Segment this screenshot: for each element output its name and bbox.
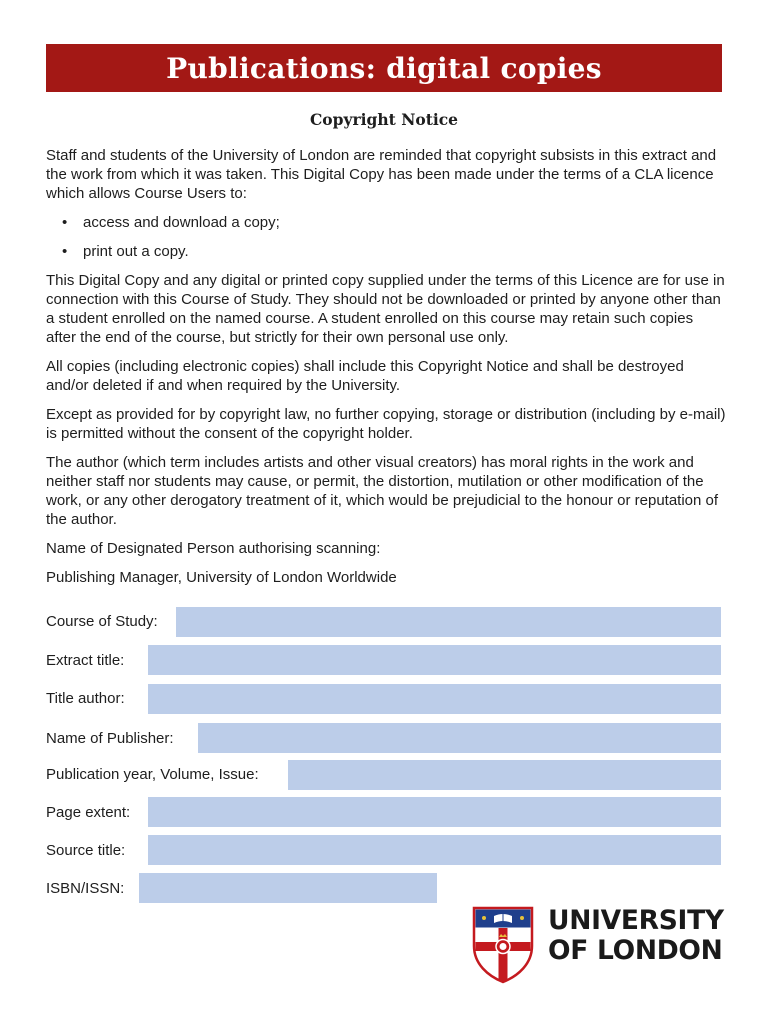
source-title-label: Source title: [46, 842, 126, 859]
isbn-field[interactable] [139, 873, 437, 903]
designated-person-label: Name of Designated Person authorising scanning: [46, 540, 381, 557]
title-author-field[interactable] [148, 684, 721, 714]
copying-paragraph: Except as provided for by copyright law, no further copying, storage or distribution (including by e-mail) is permitted without the consent of the copyright holder. [46, 406, 726, 442]
list-item: • access and download a copy; [62, 214, 280, 231]
university-logo [472, 906, 724, 986]
header-banner [46, 44, 722, 92]
notice-body [46, 146, 726, 597]
publication-year-field[interactable] [288, 760, 721, 790]
page-title: Publications: digital copies [166, 51, 602, 85]
page-extent-label: Page extent: [46, 804, 131, 821]
extract-title-field[interactable] [148, 645, 721, 675]
university-crest-icon [472, 906, 534, 984]
course-of-study-field[interactable] [176, 607, 721, 637]
bullet-icon: • [62, 214, 68, 231]
isbn-label: ISBN/ISSN: [46, 880, 125, 897]
title-author-label: Title author: [46, 690, 125, 707]
list-item: • print out a copy. [62, 243, 189, 260]
wordmark-line1: UNIVERSITY [548, 905, 724, 936]
moral-rights-paragraph: The author (which term includes artists and other visual creators) has moral rights in the work and neither staff nor students may cause, or permit, the distortion, mutilation or other modification of the work, or any other derogatory treatment of it, which would be prejudicial to the honour or reputation of the author. [46, 454, 719, 528]
university-wordmark [548, 906, 724, 966]
usage-paragraph: This Digital Copy and any digital or printed copy supplied under the terms of this Licence are for use in connection with this Course of Study. They should not be downloaded or printed by anyone other than a student enrolled on the named course. A student enrolled on this course may retain such copies after the end of the course, but strictly for their own personal use only. [46, 272, 725, 346]
copyright-notice-heading: Copyright Notice [309, 110, 459, 129]
course-of-study-label: Course of Study: [46, 613, 158, 630]
source-title-field[interactable] [148, 835, 721, 865]
extract-title-label: Extract title: [46, 652, 125, 669]
wordmark-line2: OF LONDON [548, 935, 723, 966]
publication-year-label: Publication year, Volume, Issue: [46, 766, 259, 783]
publisher-label: Name of Publisher: [46, 730, 174, 747]
copies-paragraph: All copies (including electronic copies) shall include this Copyright Notice and shall be destroyed and/or deleted if and when required by the University. [46, 358, 684, 394]
intro-paragraph: Staff and students of the University of London are reminded that copyright subsists in this extract and the work from which it was taken. This Digital Copy has been made under the terms of a CLA licence which allows Course Users to: [46, 147, 717, 202]
bullet-icon: • [62, 243, 68, 260]
page-extent-field[interactable] [148, 797, 721, 827]
designated-person-value: Publishing Manager, University of London Worldwide [46, 569, 397, 586]
publisher-field[interactable] [198, 723, 721, 753]
permission-list [46, 213, 726, 261]
